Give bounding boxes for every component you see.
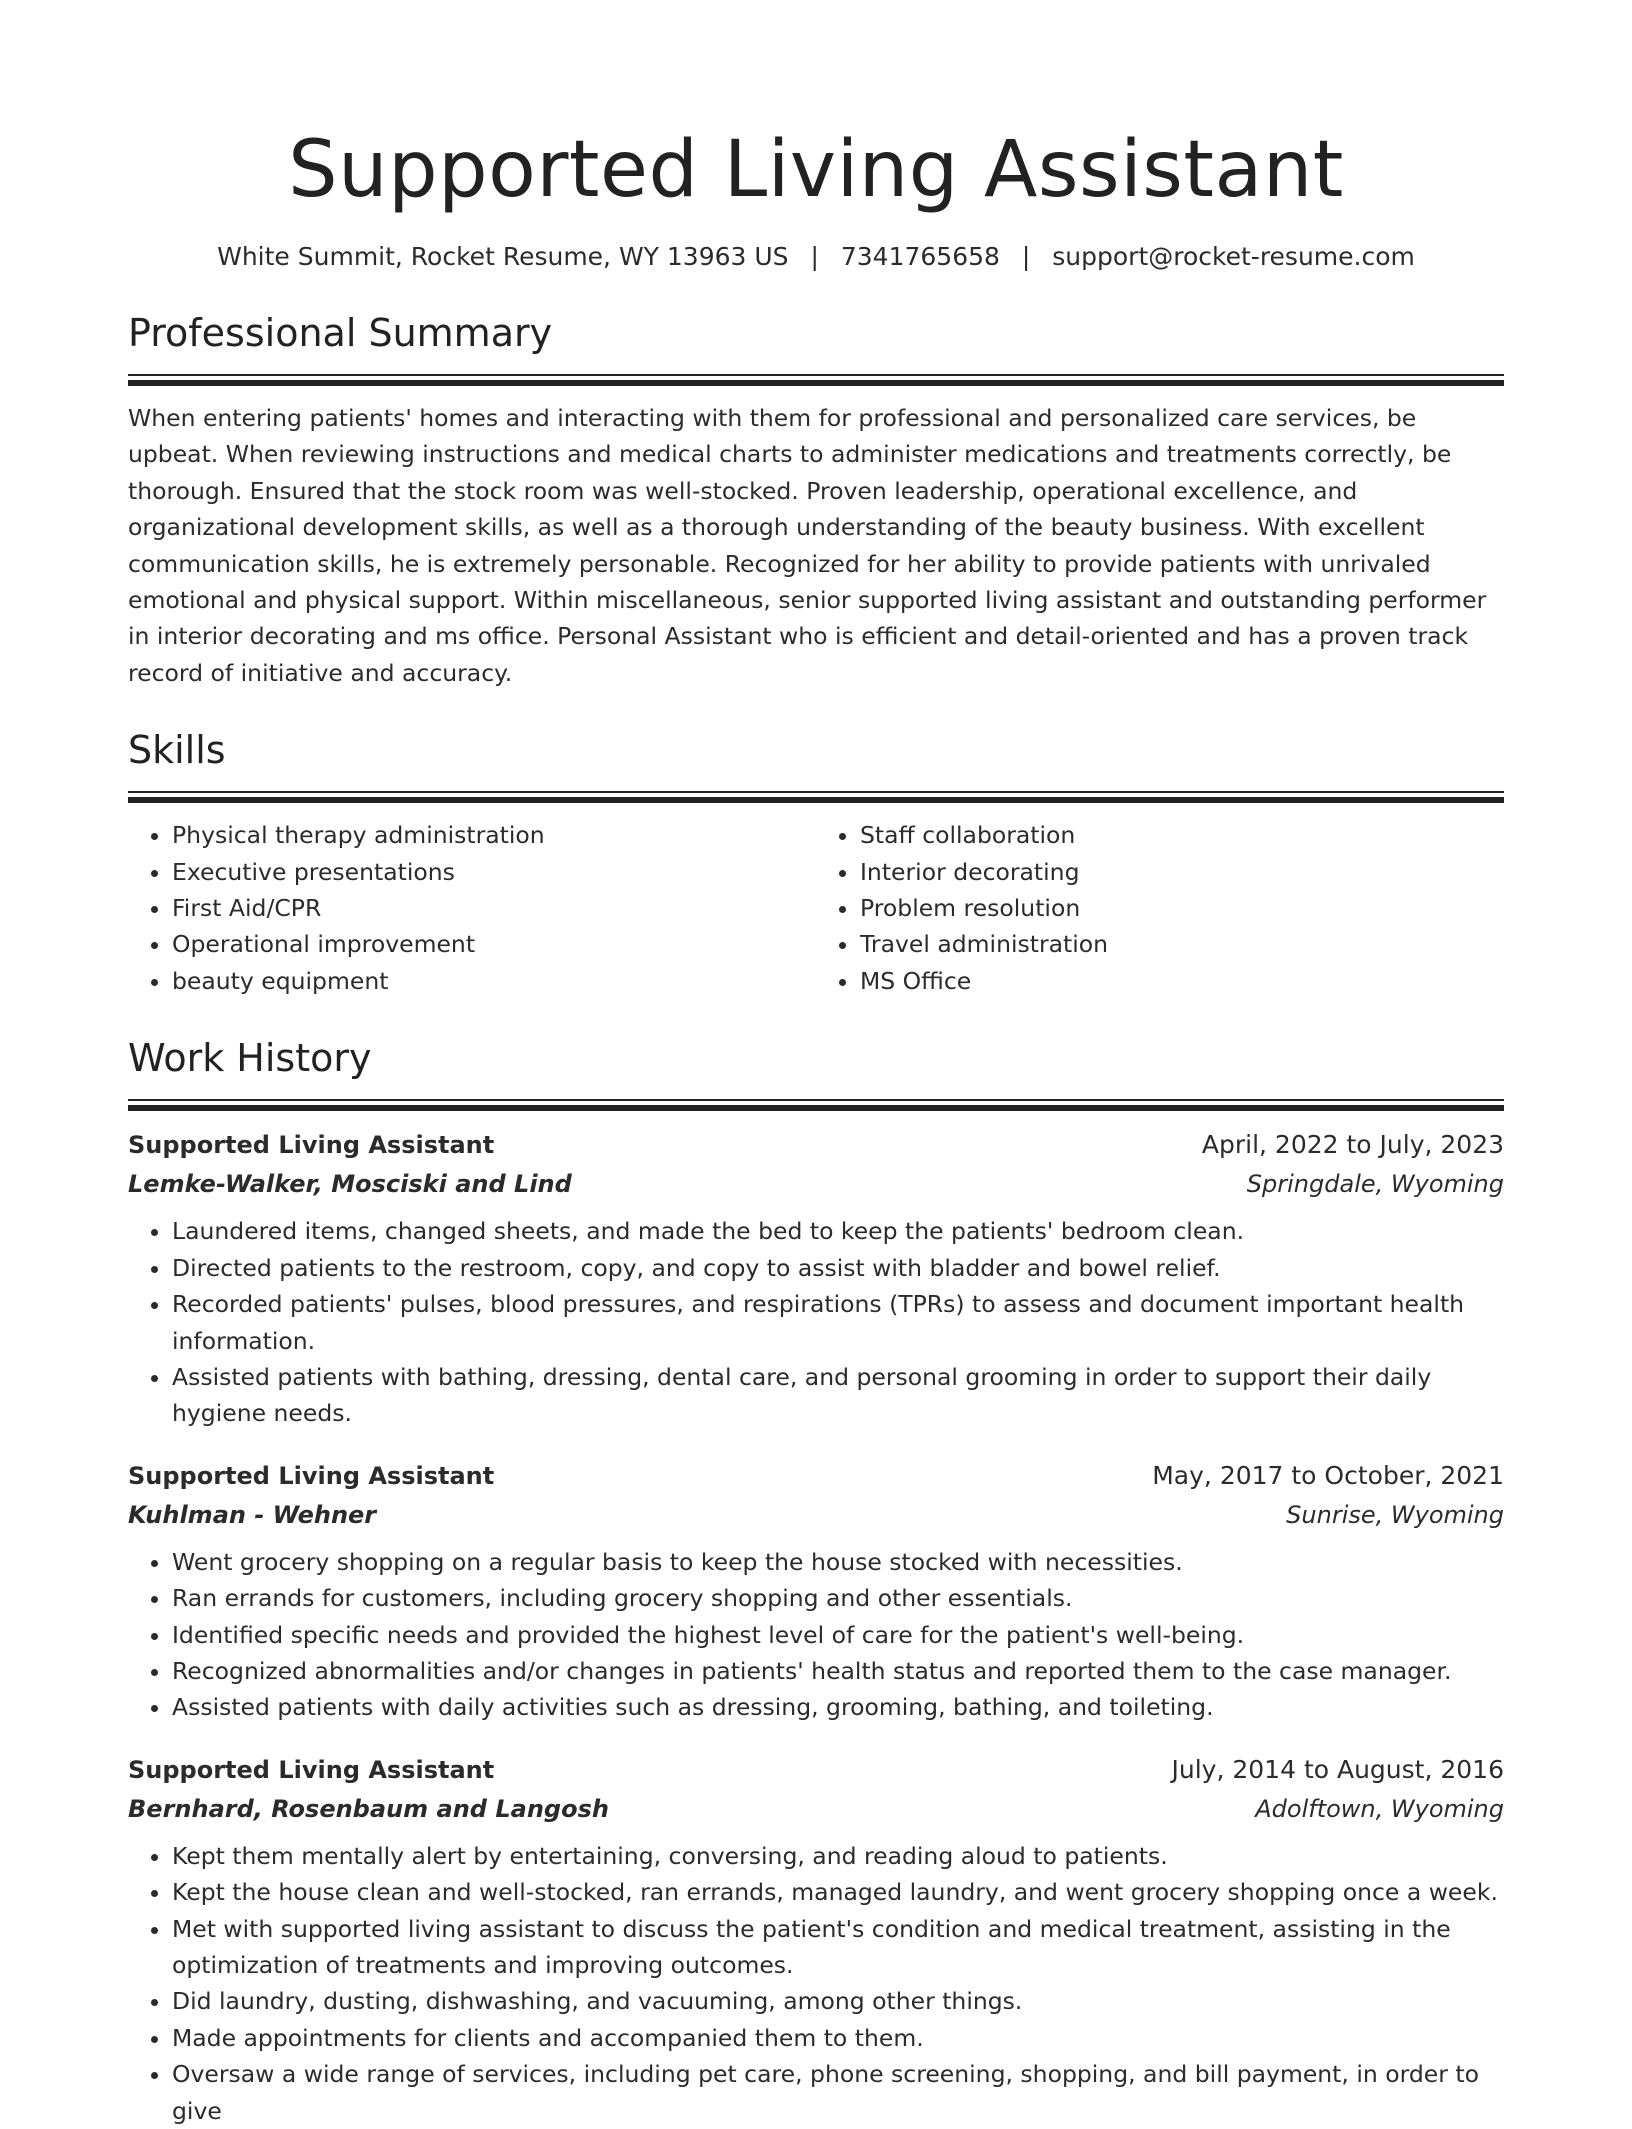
contact-separator: |: [1021, 242, 1031, 271]
job-location: Springdale, Wyoming: [1246, 1170, 1504, 1199]
job-dates: April, 2022 to July, 2023: [1201, 1130, 1504, 1160]
skill-item: • Executive presentations: [172, 854, 816, 890]
skill-item: • Operational improvement: [172, 926, 816, 962]
job-bullet: • Made appointments for clients and accompanied them to them.: [172, 2020, 1504, 2056]
job-location: Sunrise, Wyoming: [1286, 1500, 1504, 1529]
skill-item: • Problem resolution: [860, 890, 1504, 926]
job-bullets: [128, 1213, 1504, 1431]
summary-section: [128, 310, 1504, 691]
contact-line: [128, 240, 1504, 274]
skills-list-left: [128, 817, 816, 999]
job-dates: May, 2017 to October, 2021: [1152, 1460, 1504, 1490]
contact-email: support@rocket-resume.com: [1052, 242, 1415, 271]
job-bullet: • Ran errands for customers, including grocery shopping and other essentials.: [172, 1580, 1504, 1616]
skill-item: • Physical therapy administration: [172, 817, 816, 853]
skills-list-right: [816, 817, 1504, 999]
contact-phone: 7341765658: [840, 242, 1000, 271]
job-bullets: [128, 1838, 1504, 2129]
job-title: Supported Living Assistant: [128, 1755, 495, 1784]
job-title: Supported Living Assistant: [128, 1131, 495, 1160]
job-entry: [128, 1456, 1504, 1726]
job-entry: [128, 1750, 1504, 2129]
job-bullet: • Went grocery shopping on a regular basis to keep the house stocked with necessities.: [172, 1544, 1504, 1580]
job-entry: [128, 1125, 1504, 1431]
job-title: Supported Living Assistant: [128, 1461, 495, 1490]
job-company: Kuhlman - Wehner: [128, 1500, 377, 1529]
skill-item: • beauty equipment: [172, 963, 816, 999]
job-bullet: • Assisted patients with daily activities such as dressing, grooming, bathing, and toileting.: [172, 1689, 1504, 1725]
job-bullet: • Kept them mentally alert by entertaining, conversing, and reading aloud to patients.: [172, 1838, 1504, 1874]
job-bullet: • Met with supported living assistant to discuss the patient's condition and medical treatment, assisting in the optimization of treatments and improving outcomes.: [172, 1911, 1504, 1984]
section-divider: [128, 374, 1504, 386]
job-company: Bernhard, Rosenbaum and Langosh: [128, 1794, 609, 1823]
skills-columns: [128, 817, 1504, 999]
work-history-section: [128, 1035, 1504, 2129]
job-location: Adolftown, Wyoming: [1255, 1794, 1504, 1823]
job-dates: July, 2014 to August, 2016: [1171, 1754, 1504, 1784]
job-bullet: • Recognized abnormalities and/or changes in patients' health status and reported them to the case manager.: [172, 1653, 1504, 1689]
job-bullet: • Oversaw a wide range of services, including pet care, phone screening, shopping, and bill payment, in order to give: [172, 2056, 1504, 2129]
job-bullet: • Did laundry, dusting, dishwashing, and vacuuming, among other things.: [172, 1983, 1504, 2019]
skill-item: • Travel administration: [860, 926, 1504, 962]
job-bullet: • Directed patients to the restroom, copy, and copy to assist with bladder and bowel relief.: [172, 1250, 1504, 1286]
section-title-work-history: Work History: [128, 1036, 372, 1081]
section-divider: [128, 791, 1504, 803]
section-title-skills: Skills: [128, 728, 226, 773]
resume-name: Supported Living Assistant: [288, 125, 1344, 215]
skills-section: [128, 727, 1504, 999]
skill-item: • MS Office: [860, 963, 1504, 999]
summary-text: When entering patients' homes and interacting with them for professional and personalized care services, be upbeat. When reviewing instructions and medical charts to administer medications and treatments correctly, be thorough. Ensured that the stock room was well-stocked. Proven leadership, operational excellence, and organizational development skills, as well as a thorough understanding of the beauty business. With excellent communication skills, he is extremely personable. Recognized for her ability to provide patients with unrivaled emotional and physical support. Within miscellaneous, senior supported living assistant and outstanding performer in interior decorating and ms office. Personal Assistant who is efficient and detail-oriented and has a proven track record of initiative and accuracy.: [128, 404, 1487, 687]
job-bullet: • Identified specific needs and provided the highest level of care for the patient's well-being.: [172, 1617, 1504, 1653]
section-title-summary: Professional Summary: [128, 311, 553, 355]
job-bullet: • Assisted patients with bathing, dressing, dental care, and personal grooming in order to support their daily hygiene needs.: [172, 1359, 1504, 1432]
job-bullet: • Laundered items, changed sheets, and made the bed to keep the patients' bedroom clean.: [172, 1213, 1504, 1249]
skill-item: • First Aid/CPR: [172, 890, 816, 926]
job-bullet: • Kept the house clean and well-stocked, ran errands, managed laundry, and went grocery shopping once a week.: [172, 1874, 1504, 1910]
section-divider: [128, 1099, 1504, 1111]
contact-address: White Summit, Rocket Resume, WY 13963 US: [217, 242, 789, 271]
contact-separator: |: [810, 242, 819, 271]
job-bullet: • Recorded patients' pulses, blood pressures, and respirations (TPRs) to assess and document important health information.: [172, 1286, 1504, 1359]
skill-item: • Interior decorating: [860, 854, 1504, 890]
skill-item: • Staff collaboration: [860, 817, 1504, 853]
job-company: Lemke-Walker, Mosciski and Lind: [128, 1170, 572, 1199]
job-bullets: [128, 1544, 1504, 1726]
